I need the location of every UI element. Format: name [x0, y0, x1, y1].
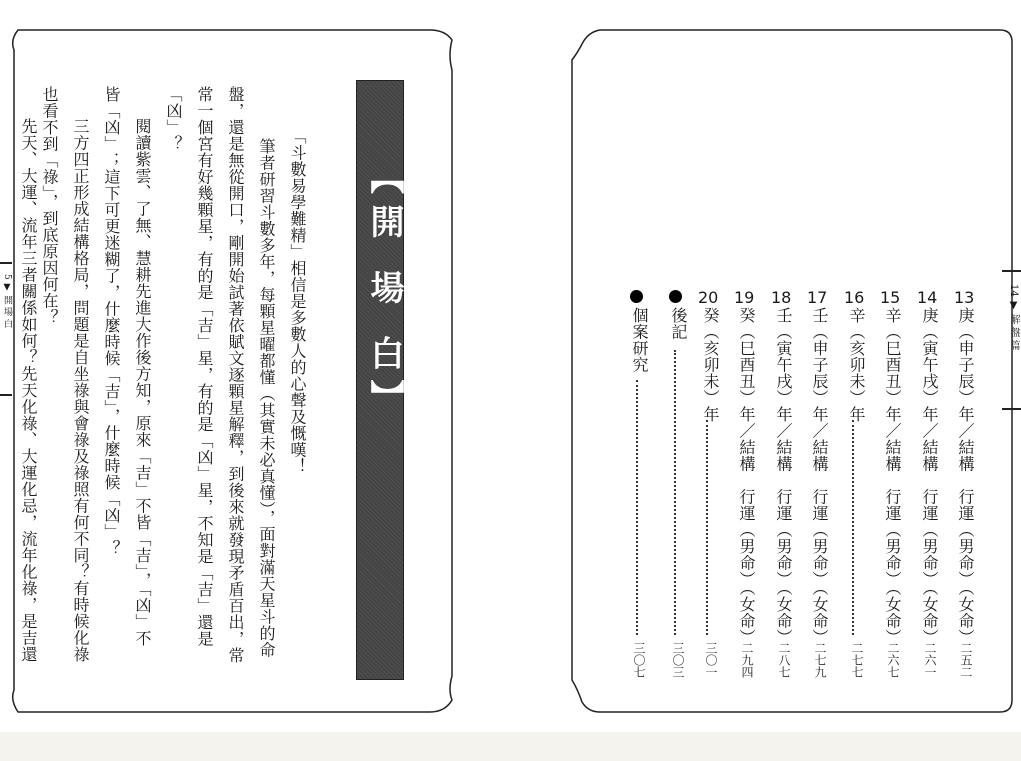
toc-page-number: 三〇三 — [671, 642, 685, 678]
toc-page-number: 三〇七 — [632, 642, 646, 678]
body-column-4: 常一個宮有好幾顆星，有的是「吉」星，有的是「凶」星，不知是「吉」還是 — [195, 86, 214, 647]
body-column-3: 盤，還是無從開口，剛開始試著依賦文逐顆星解釋，到後來就發現矛盾百出，常 — [226, 86, 245, 664]
toc-item-title[interactable]: 壬（申子辰）年／結構 行運（男命）（女命） — [810, 307, 829, 646]
toc-page-number: 二六七 — [886, 642, 900, 678]
body-column-10-visible: 先天、大運、流年三者關係如何？先天化祿、大運化忌，流年化祿，是吉還 — [19, 118, 38, 663]
toc-item-title[interactable]: 個案研究 — [630, 307, 649, 373]
body-column-1: 「斗數易學難精」相信是多數人的心聲及慨嘆！ — [288, 128, 307, 475]
toc-item-title[interactable]: 後記 — [669, 307, 688, 340]
toc-page-number: 二七九 — [813, 642, 827, 678]
toc-item-title[interactable]: 庚（申子辰）年／結構 行運（男命）（女命） — [956, 307, 975, 646]
toc-item-title[interactable]: 壬（寅午戌）年／結構 行運（男命）（女命） — [774, 307, 793, 646]
bottom-margin — [0, 732, 1021, 761]
toc-number: 18 — [771, 288, 792, 307]
toc-number: 20 — [698, 288, 719, 307]
toc-page-number: 三〇一 — [704, 642, 718, 678]
body-column-7: 皆「凶」；這下可更迷糊了，什麼時候「吉」，什麼時候「凶」？ — [102, 86, 121, 557]
toc-bullet-icon — [669, 290, 682, 303]
toc-page-number: 二九四 — [740, 642, 754, 678]
toc-bullet-icon — [630, 290, 643, 303]
body-column-6: 閱讀紫雲、了無、慧耕先進大作後方知，原來「吉」不皆「吉」，「凶」不 — [133, 118, 152, 647]
toc-item-title[interactable]: 辛（巳酉丑）年／結構 行運（男命）（女命） — [883, 307, 902, 646]
left-side-tab — [0, 262, 12, 396]
body-column-9: 也看不到「祿」，到底原因何在？ — [40, 86, 59, 326]
toc-number: 13 — [954, 288, 975, 307]
toc-leader-dots — [706, 420, 708, 635]
toc-number: 17 — [807, 288, 828, 307]
body-column-8: 三方四正形成結構格局，問題是自坐祿與會祿及祿照有何不同？有時候化祿 — [71, 118, 90, 663]
right-side-tab-text: 14 ▼ 解 盤 篇 — [1008, 284, 1019, 351]
toc-page-number: 二六一 — [923, 642, 937, 678]
toc-item-title[interactable]: 癸（亥卯未）年 — [701, 307, 720, 423]
toc-page-number: 二八七 — [777, 642, 791, 678]
toc-number: 14 — [917, 288, 938, 307]
right-side-tab — [1002, 270, 1021, 410]
toc-item-title[interactable]: 庚（寅午戌）年／結構 行運（男命）（女命） — [920, 307, 939, 646]
body-column-5: 「凶」？ — [164, 86, 183, 152]
toc-page-number: 二五二 — [959, 642, 973, 678]
toc-page-number: 二七七 — [850, 642, 864, 678]
body-column-2: 筆者研習斗數多年，每顆星曜都懂（其實未必真懂），面對滿天星斗的命 — [257, 138, 276, 658]
toc-item-title[interactable]: 癸（巳酉丑）年／結構 行運（男命）（女命） — [737, 307, 756, 646]
toc-number: 16 — [844, 288, 865, 307]
page-title: 【開 場 白】 — [364, 160, 404, 424]
toc-number: 19 — [734, 288, 755, 307]
toc-number: 15 — [880, 288, 901, 307]
toc-leader-dots — [636, 380, 638, 635]
toc-item-title[interactable]: 辛（亥卯未）年 — [847, 307, 866, 423]
left-side-tab-text: 5 ▼ 開 場 白 — [2, 274, 12, 329]
toc-leader-dots — [674, 350, 676, 635]
toc-leader-dots — [852, 420, 854, 635]
